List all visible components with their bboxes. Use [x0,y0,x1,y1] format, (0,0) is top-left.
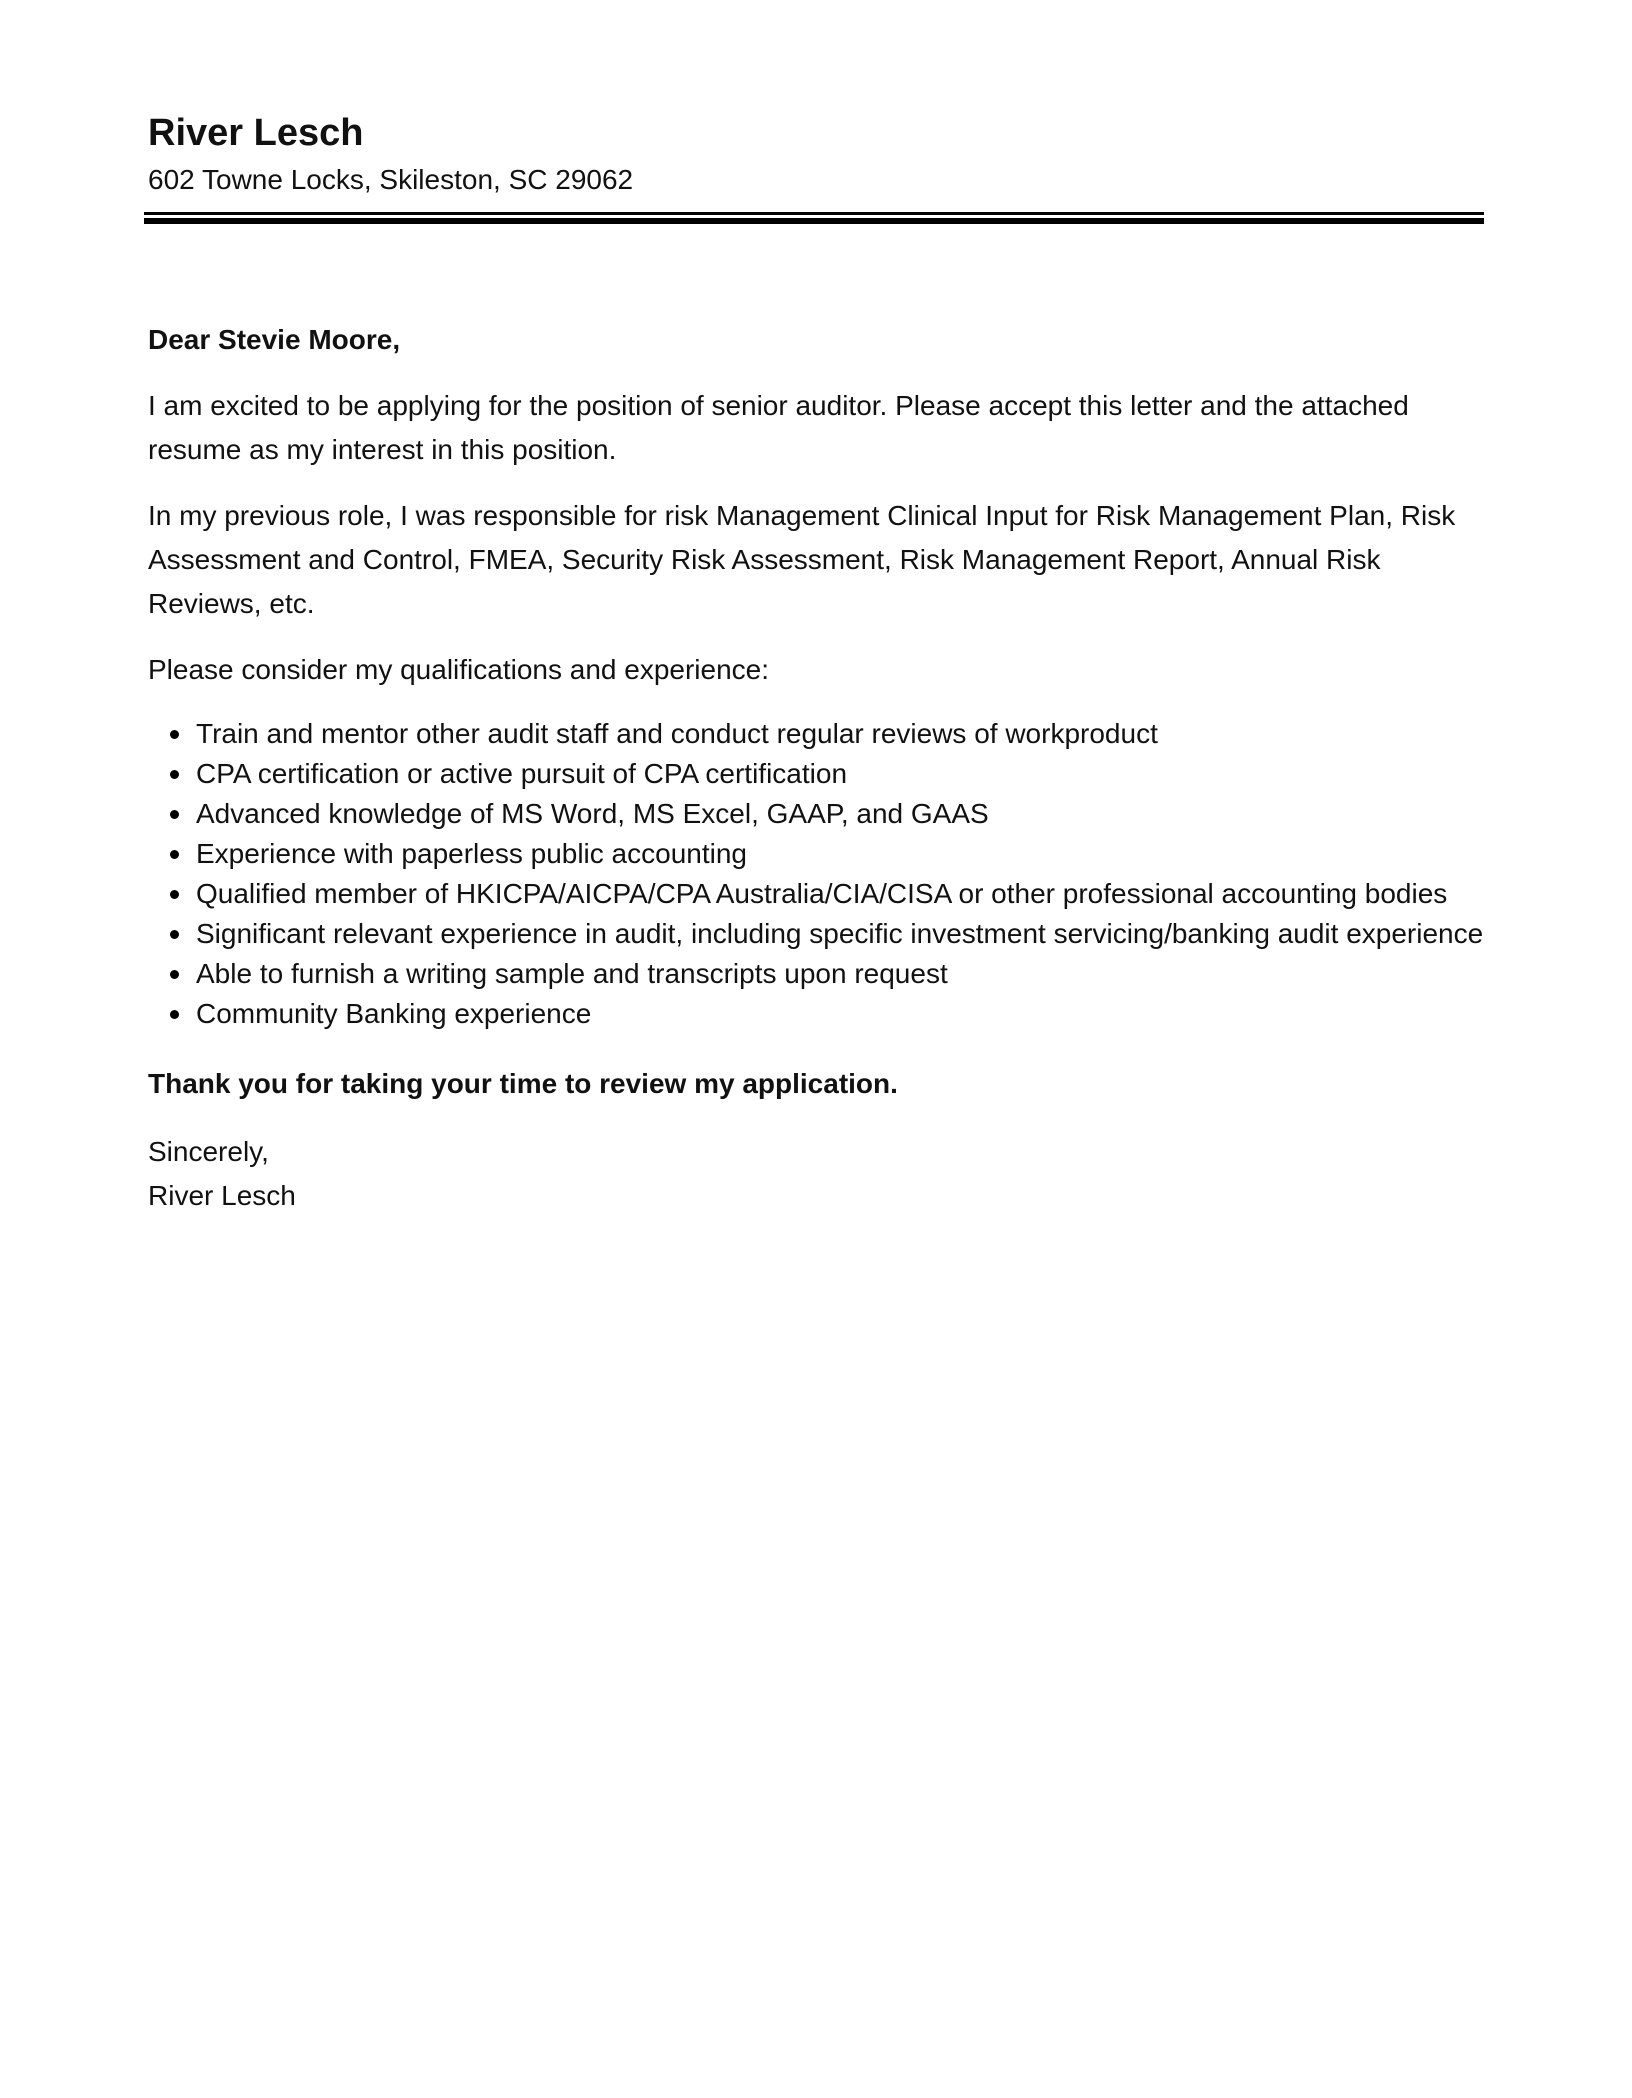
valediction: Sincerely, [148,1136,269,1167]
list-item [148,714,1488,754]
list-item-text: Advanced knowledge of MS Word, MS Excel, GAAP, and GAAS [196,798,989,829]
salutation: Dear Stevie Moore, [148,324,401,355]
list-item [148,954,1488,994]
list-item-text: Significant relevant experience in audit, including specific investment servicing/banking audit experience [196,918,1484,949]
letter-header [148,108,1488,200]
header-divider [144,212,1484,224]
list-item-text: Community Banking experience [196,998,592,1029]
list-item [148,994,1488,1034]
list-item-text: Able to furnish a writing sample and transcripts upon request [196,958,948,989]
bullet-icon [170,850,179,859]
signature-name: River Lesch [148,1180,296,1211]
closing-line: Thank you for taking your time to review my application. [148,1068,898,1099]
list-item [148,874,1488,914]
list-item [148,754,1488,794]
list-item [148,914,1488,954]
list-item [148,794,1488,834]
bullet-icon [170,810,179,819]
list-item-text: CPA certification or active pursuit of CPA certification [196,758,848,789]
bullet-icon [170,930,179,939]
divider-thick-line [144,218,1484,224]
qualifications-list [148,714,1488,1034]
bullet-icon [170,1010,179,1019]
list-item-text: Train and mentor other audit staff and conduct regular reviews of workproduct [196,718,1158,749]
letter-body [148,318,1488,1218]
experience-paragraph: In my previous role, I was responsible for risk Management Clinical Input for Risk Management Plan, Risk Assessment and Control, FMEA, Security Risk Assessment, Risk Management Report, Annual Risk Reviews, etc. [148,500,1456,619]
list-item-text: Qualified member of HKICPA/AICPA/CPA Australia/CIA/CISA or other professional accounting bodies [196,878,1448,909]
sender-address: 602 Towne Locks, Skileston, SC 29062 [148,164,634,195]
intro-paragraph: I am excited to be applying for the position of senior auditor. Please accept this letter and the attached resume as my interest in this position. [148,390,1409,465]
qualifications-intro: Please consider my qualifications and experience: [148,654,770,685]
list-item-text: Experience with paperless public accounting [196,838,747,869]
bullet-icon [170,890,179,899]
list-item [148,834,1488,874]
sender-name: River Lesch [148,112,364,154]
bullet-icon [170,770,179,779]
bullet-icon [170,730,179,739]
bullet-icon [170,970,179,979]
